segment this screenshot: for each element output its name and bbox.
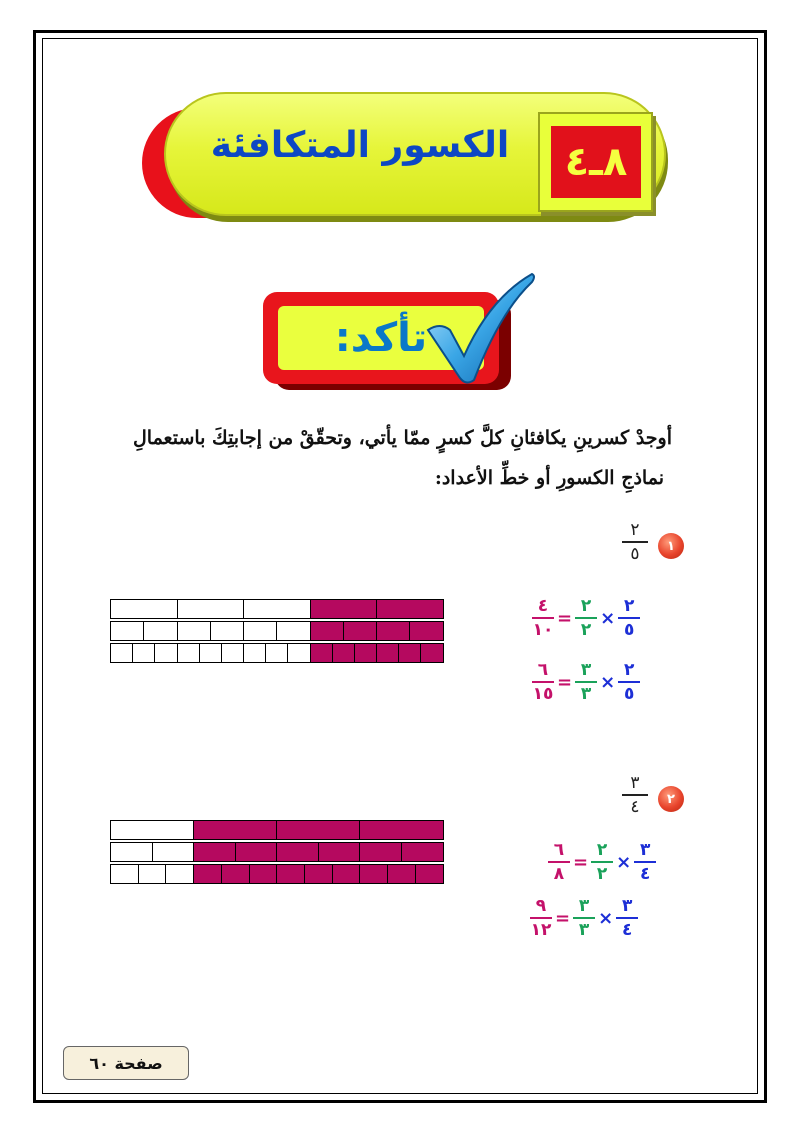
shaded-part	[276, 820, 361, 840]
given-denominator: ٤	[630, 796, 640, 817]
fraction-bar-row	[110, 842, 444, 862]
result-fraction: ٩ ١٢	[530, 896, 552, 940]
check-badge-label: تأكد:	[334, 315, 428, 361]
shaded-part	[249, 864, 278, 884]
shaded-part	[415, 864, 444, 884]
unshaded-part	[138, 864, 167, 884]
unshaded-part	[265, 643, 289, 663]
fraction-bar	[622, 541, 648, 543]
instructions-line-1: أوجدْ كسرينِ يكافئانِ كلَّ كسرٍ ممّا يأتي، وتحقّقْ من إجابتِكَ باستعمالِ	[132, 427, 672, 449]
shaded-part	[193, 864, 222, 884]
unshaded-part	[177, 621, 212, 641]
shaded-part	[387, 864, 416, 884]
unshaded-part	[199, 643, 223, 663]
shaded-part	[354, 643, 378, 663]
original-fraction: ٢ ٥	[618, 660, 640, 704]
fraction-bar-row	[110, 621, 444, 641]
equals-sign: =	[573, 851, 589, 873]
shaded-part	[359, 820, 444, 840]
fraction-bar	[622, 794, 648, 796]
bar-model-1	[110, 599, 444, 663]
fraction-bar-row	[110, 820, 444, 840]
unshaded-part	[110, 820, 195, 840]
fraction-bar-row	[110, 864, 444, 884]
instructions-line-2: نماذجِ الكسورِ أو خطِّ الأعداد:	[434, 467, 664, 489]
equals-sign: =	[555, 907, 571, 929]
unshaded-part	[243, 599, 311, 619]
lesson-number-box	[551, 126, 641, 198]
shaded-part	[409, 621, 444, 641]
equation-2a	[548, 840, 656, 884]
shaded-part	[221, 864, 250, 884]
unshaded-part	[152, 842, 195, 862]
unshaded-part	[154, 643, 178, 663]
shaded-part	[310, 599, 378, 619]
shaded-part	[343, 621, 378, 641]
multiplier-fraction: ٢ ٢	[591, 840, 613, 884]
multiplier-fraction: ٢ ٢	[575, 596, 597, 640]
shaded-part	[193, 842, 236, 862]
given-fraction-1	[620, 520, 650, 564]
shaded-part	[420, 643, 444, 663]
original-fraction: ٣ ٤	[634, 840, 656, 884]
multiplier-fraction: ٣ ٣	[573, 896, 595, 940]
shaded-part	[310, 643, 334, 663]
shaded-part	[359, 842, 402, 862]
shaded-part	[401, 842, 444, 862]
unshaded-part	[165, 864, 194, 884]
given-numerator: ٣	[630, 773, 640, 793]
unshaded-part	[243, 643, 267, 663]
given-numerator: ٢	[630, 520, 640, 540]
unshaded-part	[210, 621, 245, 641]
unshaded-part	[287, 643, 311, 663]
shaded-part	[235, 842, 278, 862]
unshaded-part	[276, 621, 311, 641]
shaded-part	[304, 864, 333, 884]
result-fraction: ٦ ٨	[548, 840, 570, 884]
equation-1a	[532, 596, 640, 640]
unshaded-part	[221, 643, 245, 663]
unshaded-part	[110, 621, 145, 641]
fraction-bar-row	[110, 643, 444, 663]
shaded-part	[332, 864, 361, 884]
shaded-part	[276, 864, 305, 884]
shaded-part	[193, 820, 278, 840]
times-sign: ×	[600, 607, 616, 629]
shaded-part	[398, 643, 422, 663]
original-fraction: ٣ ٤	[616, 896, 638, 940]
bar-model-2	[110, 820, 444, 884]
result-fraction: ٦ ١٥	[532, 660, 554, 704]
shaded-part	[376, 599, 444, 619]
shaded-part	[359, 864, 388, 884]
unshaded-part	[110, 864, 139, 884]
unshaded-part	[110, 643, 134, 663]
problem-marker-2: ٢	[658, 786, 684, 812]
multiplier-fraction: ٣ ٣	[575, 660, 597, 704]
times-sign: ×	[598, 907, 614, 929]
equation-1b	[532, 660, 640, 704]
unshaded-part	[143, 621, 178, 641]
shaded-part	[310, 621, 345, 641]
equals-sign: =	[557, 671, 573, 693]
unshaded-part	[177, 643, 201, 663]
shaded-part	[376, 643, 400, 663]
times-sign: ×	[616, 851, 632, 873]
shaded-part	[276, 842, 319, 862]
given-fraction-2	[620, 773, 650, 817]
instructions	[112, 418, 672, 498]
checkmark-icon	[420, 268, 540, 388]
unshaded-part	[110, 599, 178, 619]
unshaded-part	[177, 599, 245, 619]
given-denominator: ٥	[630, 543, 640, 564]
times-sign: ×	[600, 671, 616, 693]
lesson-title: الكسور المتكافئة	[210, 125, 510, 166]
fraction-bar-row	[110, 599, 444, 619]
result-fraction: ٤ ١٠	[532, 596, 554, 640]
shaded-part	[332, 643, 356, 663]
unshaded-part	[110, 842, 153, 862]
original-fraction: ٢ ٥	[618, 596, 640, 640]
lesson-number: ٨ـ٤	[564, 139, 628, 185]
equation-2b	[530, 896, 638, 940]
page-number-label: صفحة ٦٠	[63, 1046, 189, 1080]
shaded-part	[318, 842, 361, 862]
equals-sign: =	[557, 607, 573, 629]
problem-marker-1: ١	[658, 533, 684, 559]
unshaded-part	[132, 643, 156, 663]
unshaded-part	[243, 621, 278, 641]
shaded-part	[376, 621, 411, 641]
